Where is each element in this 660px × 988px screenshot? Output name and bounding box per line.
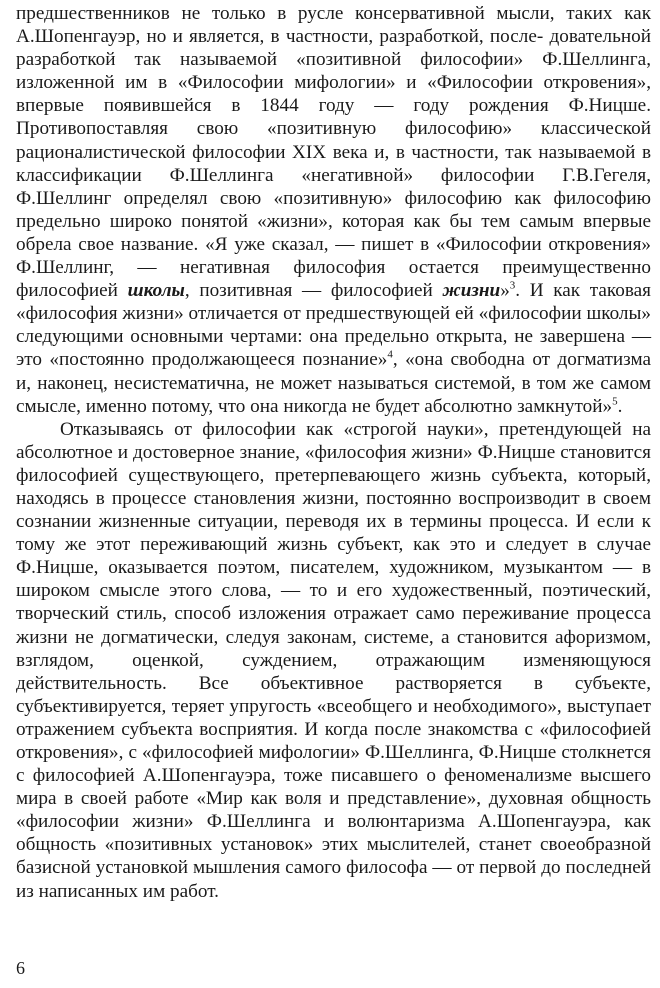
text-run: предельно открыта, не завершена — это «постоянно продолжающееся	[16, 326, 652, 371]
text-run: откровения», с «философией мифологии» Ф.Шеллинга, Ф.Ницше	[16, 742, 557, 763]
text-run: , позитивная — философией	[184, 280, 433, 302]
text-run: субъекта, который, находясь в процессе становления жизни, постоянно воспроизводит в своем сознании жизненные ситуации, переводя	[16, 464, 651, 533]
text-run: познание»	[302, 349, 388, 371]
text-run: что она никогда не будет абсолютно замкнутой»	[217, 395, 613, 417]
text-run: предшественников не только в русле консервативной мысли, таких	[16, 3, 613, 24]
emphasis-word: школы	[127, 280, 185, 302]
text-run: »	[500, 280, 510, 302]
text-run: Ф.Шеллинга, изложенной им в «Философии мифологии» и «Философии откровения», впервые появившейся в 1844 году — году рождения	[16, 49, 651, 117]
text-run: становится философией существующего, претерпевающего жизнь	[16, 441, 651, 486]
footnote-ref: 5	[612, 395, 618, 408]
footnote-ref: 4	[387, 349, 393, 362]
text-run: называемой в классификации Ф.Шеллинга «негативной» философии	[16, 141, 651, 186]
footnote-ref: 3	[509, 279, 516, 292]
text-run: взглядом, оценкой, суждением, отражающим изменяющуюся действительность. Все объективное растворяется в субъекте, субъективируется,	[16, 649, 651, 717]
text-run: слова, — то и его художественный, поэтический, творческий стиль,	[16, 580, 652, 625]
text-run: А.Шопенгауэра, как общность «позитивных установок» этих мыслителей, станет своеобразной базисной установкой мышления самого	[16, 811, 651, 879]
text-run: философию предельно широко понятой «жизни», которая как бы тем	[16, 187, 651, 232]
text-run: их в термины процесса. И если к тому же этот переживающий жизнь	[16, 511, 651, 556]
text-run: самым впервые обрела свое название. «Я уже сказал, — пишет в «Философии откровения» Ф.Шеллинг, — негативная философия остается	[16, 210, 651, 279]
text-run: преимущественно философией	[16, 257, 651, 302]
text-run: на абсолютное и достоверное знание, «философия жизни» Ф.Ницше	[16, 418, 651, 463]
text-run: философа — от первой до последней из написанных им работ.	[16, 857, 652, 902]
paragraph-2	[16, 418, 651, 903]
page-number: 6	[16, 958, 25, 978]
text-run: Г.В.Гегеля, Ф.Шеллинг определял свою «позитивную» философию как	[16, 164, 652, 209]
text-run: довательной разработкой так называемой «позитивной философии»	[16, 26, 652, 71]
text-run: писателем, художником, музыкантом — в широком смысле этого	[16, 557, 652, 602]
page-body	[16, 2, 651, 903]
text-run: теряет упругость «всеобщего и необходимого», выступает отражением субъекта восприятия. И когда после знакомства с «философией	[16, 695, 652, 740]
text-run: Отказываясь от философии как «строгой науки», претендующей	[60, 418, 622, 440]
text-run: столкнется с философией А.Шопенгауэра, тоже писавшего о феноменализме высшего мира в своей работе «Мир как воля и представление»,	[16, 742, 651, 810]
text-run: .	[617, 395, 623, 417]
text-run: Ф.Ницше. Противопоставляя свою «позитивную философию» классической рационалистической философии XIX века и, в частности, так	[16, 95, 651, 163]
text-run: . И как таковая «философия жизни» отличается от предшествующей ей «философии школы» следующими основными чертами: она	[16, 280, 652, 348]
text-run: духовная общность «философии жизни» Ф.Шеллинга и волюнтаризма	[16, 788, 652, 833]
paragraph-1	[16, 2, 651, 418]
text-run: как А.Шопенгауэр, но и является, в частности, разработкой, после-	[16, 3, 652, 48]
text-run: догматически, следуя законам, системе, а становится афоризмом,	[101, 626, 651, 648]
text-run: , «она свободна от догматизма и, наконец, несистематична,	[16, 349, 652, 394]
text-run: не может называться системой, в том же самом смысле, именно потому,	[16, 372, 652, 417]
emphasis-word: жизни	[442, 280, 501, 302]
text-run: способ изложения отражает само переживание процесса жизни не	[16, 603, 651, 648]
text-run: субъект, как это и следует в случае Ф.Ницше, оказывается поэтом,	[16, 534, 651, 579]
